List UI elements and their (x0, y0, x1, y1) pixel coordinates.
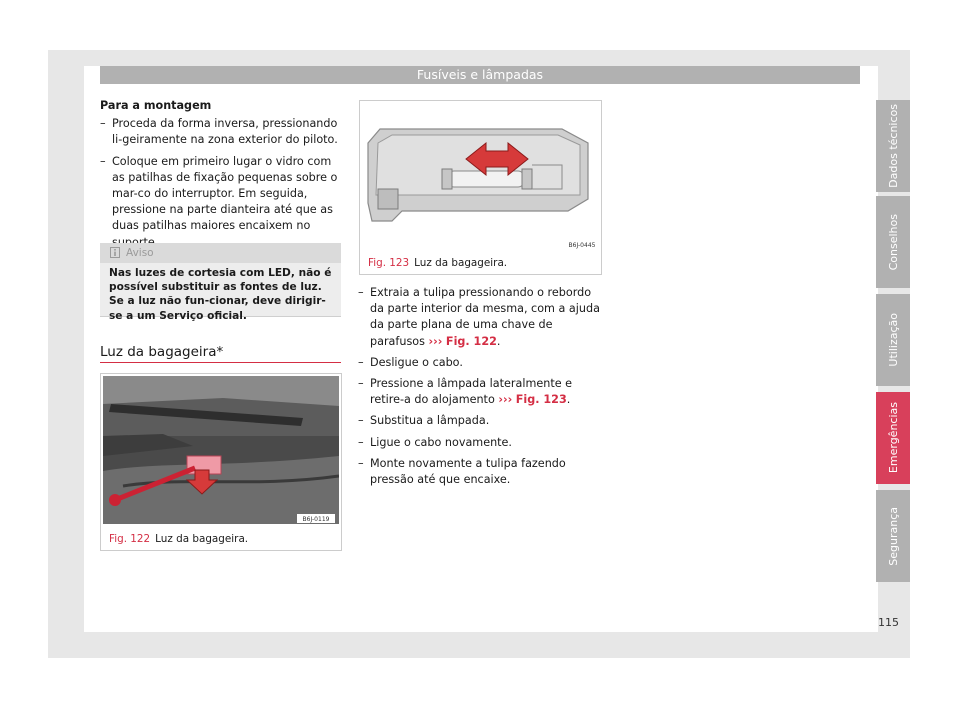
list-item: – Proceda da forma inversa, pressionando li-geiramente na zona exterior do piloto. (100, 116, 340, 148)
caption-text: Luz da bagageira. (155, 533, 249, 545)
figure-code: B6J-0445 (568, 242, 596, 249)
section-title: Luz da bagageira* (100, 342, 341, 363)
list-item: – Substitua a lâmpada. (358, 413, 602, 429)
aviso-title: Aviso (126, 247, 154, 259)
tab-dados-tecnicos[interactable] (876, 100, 910, 192)
right-column (358, 285, 602, 493)
page-header (100, 66, 860, 84)
tab-utilizacao[interactable] (876, 294, 910, 386)
xref-link-fig122[interactable]: Fig. 122 (445, 334, 497, 348)
step-end: . (566, 393, 571, 407)
tab-label: Utilização (886, 313, 900, 367)
list-item: – Desligue o cabo. (358, 355, 602, 371)
figure-caption (368, 257, 507, 269)
replacement-steps (358, 285, 602, 488)
caption-text: Luz da bagageira. (414, 257, 508, 269)
tab-label: Conselhos (886, 213, 900, 271)
tab-label: Dados técnicos (886, 104, 900, 188)
list-item (358, 285, 602, 350)
lamp-holder-illustration (362, 103, 599, 251)
figure-123 (359, 100, 602, 275)
xref-arrows: ››› (428, 334, 443, 348)
aviso-box (100, 243, 341, 322)
figure-122 (100, 373, 342, 551)
aviso-text: Nas luzes de cortesia com LED, não é possível substituir as fontes de luz. Se a luz não fun-cionar, deve dirigir-se a um Serviço oficial. (109, 267, 332, 322)
figure-number: Fig. 123 (368, 257, 410, 269)
figure-number: Fig. 122 (109, 533, 151, 545)
aviso-header (100, 243, 341, 263)
xref-link-fig123[interactable]: Fig. 123 (515, 393, 567, 407)
montagem-steps (100, 116, 340, 251)
left-column (100, 98, 340, 256)
tab-emergencias[interactable] (876, 392, 910, 484)
tab-seguranca[interactable] (876, 490, 910, 582)
list-item: – Monte novamente a tulipa fazendo pressão até que encaixe. (358, 456, 602, 488)
page-number: 115 (878, 616, 899, 629)
info-icon (110, 245, 120, 256)
tab-conselhos[interactable] (876, 196, 910, 288)
list-item: – Coloque em primeiro lugar o vidro com as patilhas de fixação pequenas sobre o mar-co do interruptor. Em seguida, pressione na parte dianteira até que as duas patilhas maiores encaixem no (100, 154, 340, 251)
tab-label: Segurança (886, 506, 900, 566)
step-text: Pressione a lâmpada lateralmente e retire-a do alojamento (370, 377, 573, 407)
step-end: . (496, 334, 501, 348)
list-item: – Ligue o cabo novamente. (358, 435, 602, 451)
tab-label: Emergências (886, 402, 900, 474)
trunk-light-photo (103, 376, 339, 524)
figure-code: B6J-0119 (302, 516, 330, 523)
list-item (358, 376, 602, 408)
subhead-montagem: Para a montagem (100, 99, 212, 112)
figure-caption (109, 533, 248, 545)
step-text: Extraia a tulipa pressionando o rebordo da parte interior da mesma, com a ajuda da parte plana de uma chave de parafusos (370, 286, 600, 348)
header-title: Fusíveis e lâmpadas (416, 67, 544, 82)
xref-arrows: ››› (498, 393, 513, 407)
